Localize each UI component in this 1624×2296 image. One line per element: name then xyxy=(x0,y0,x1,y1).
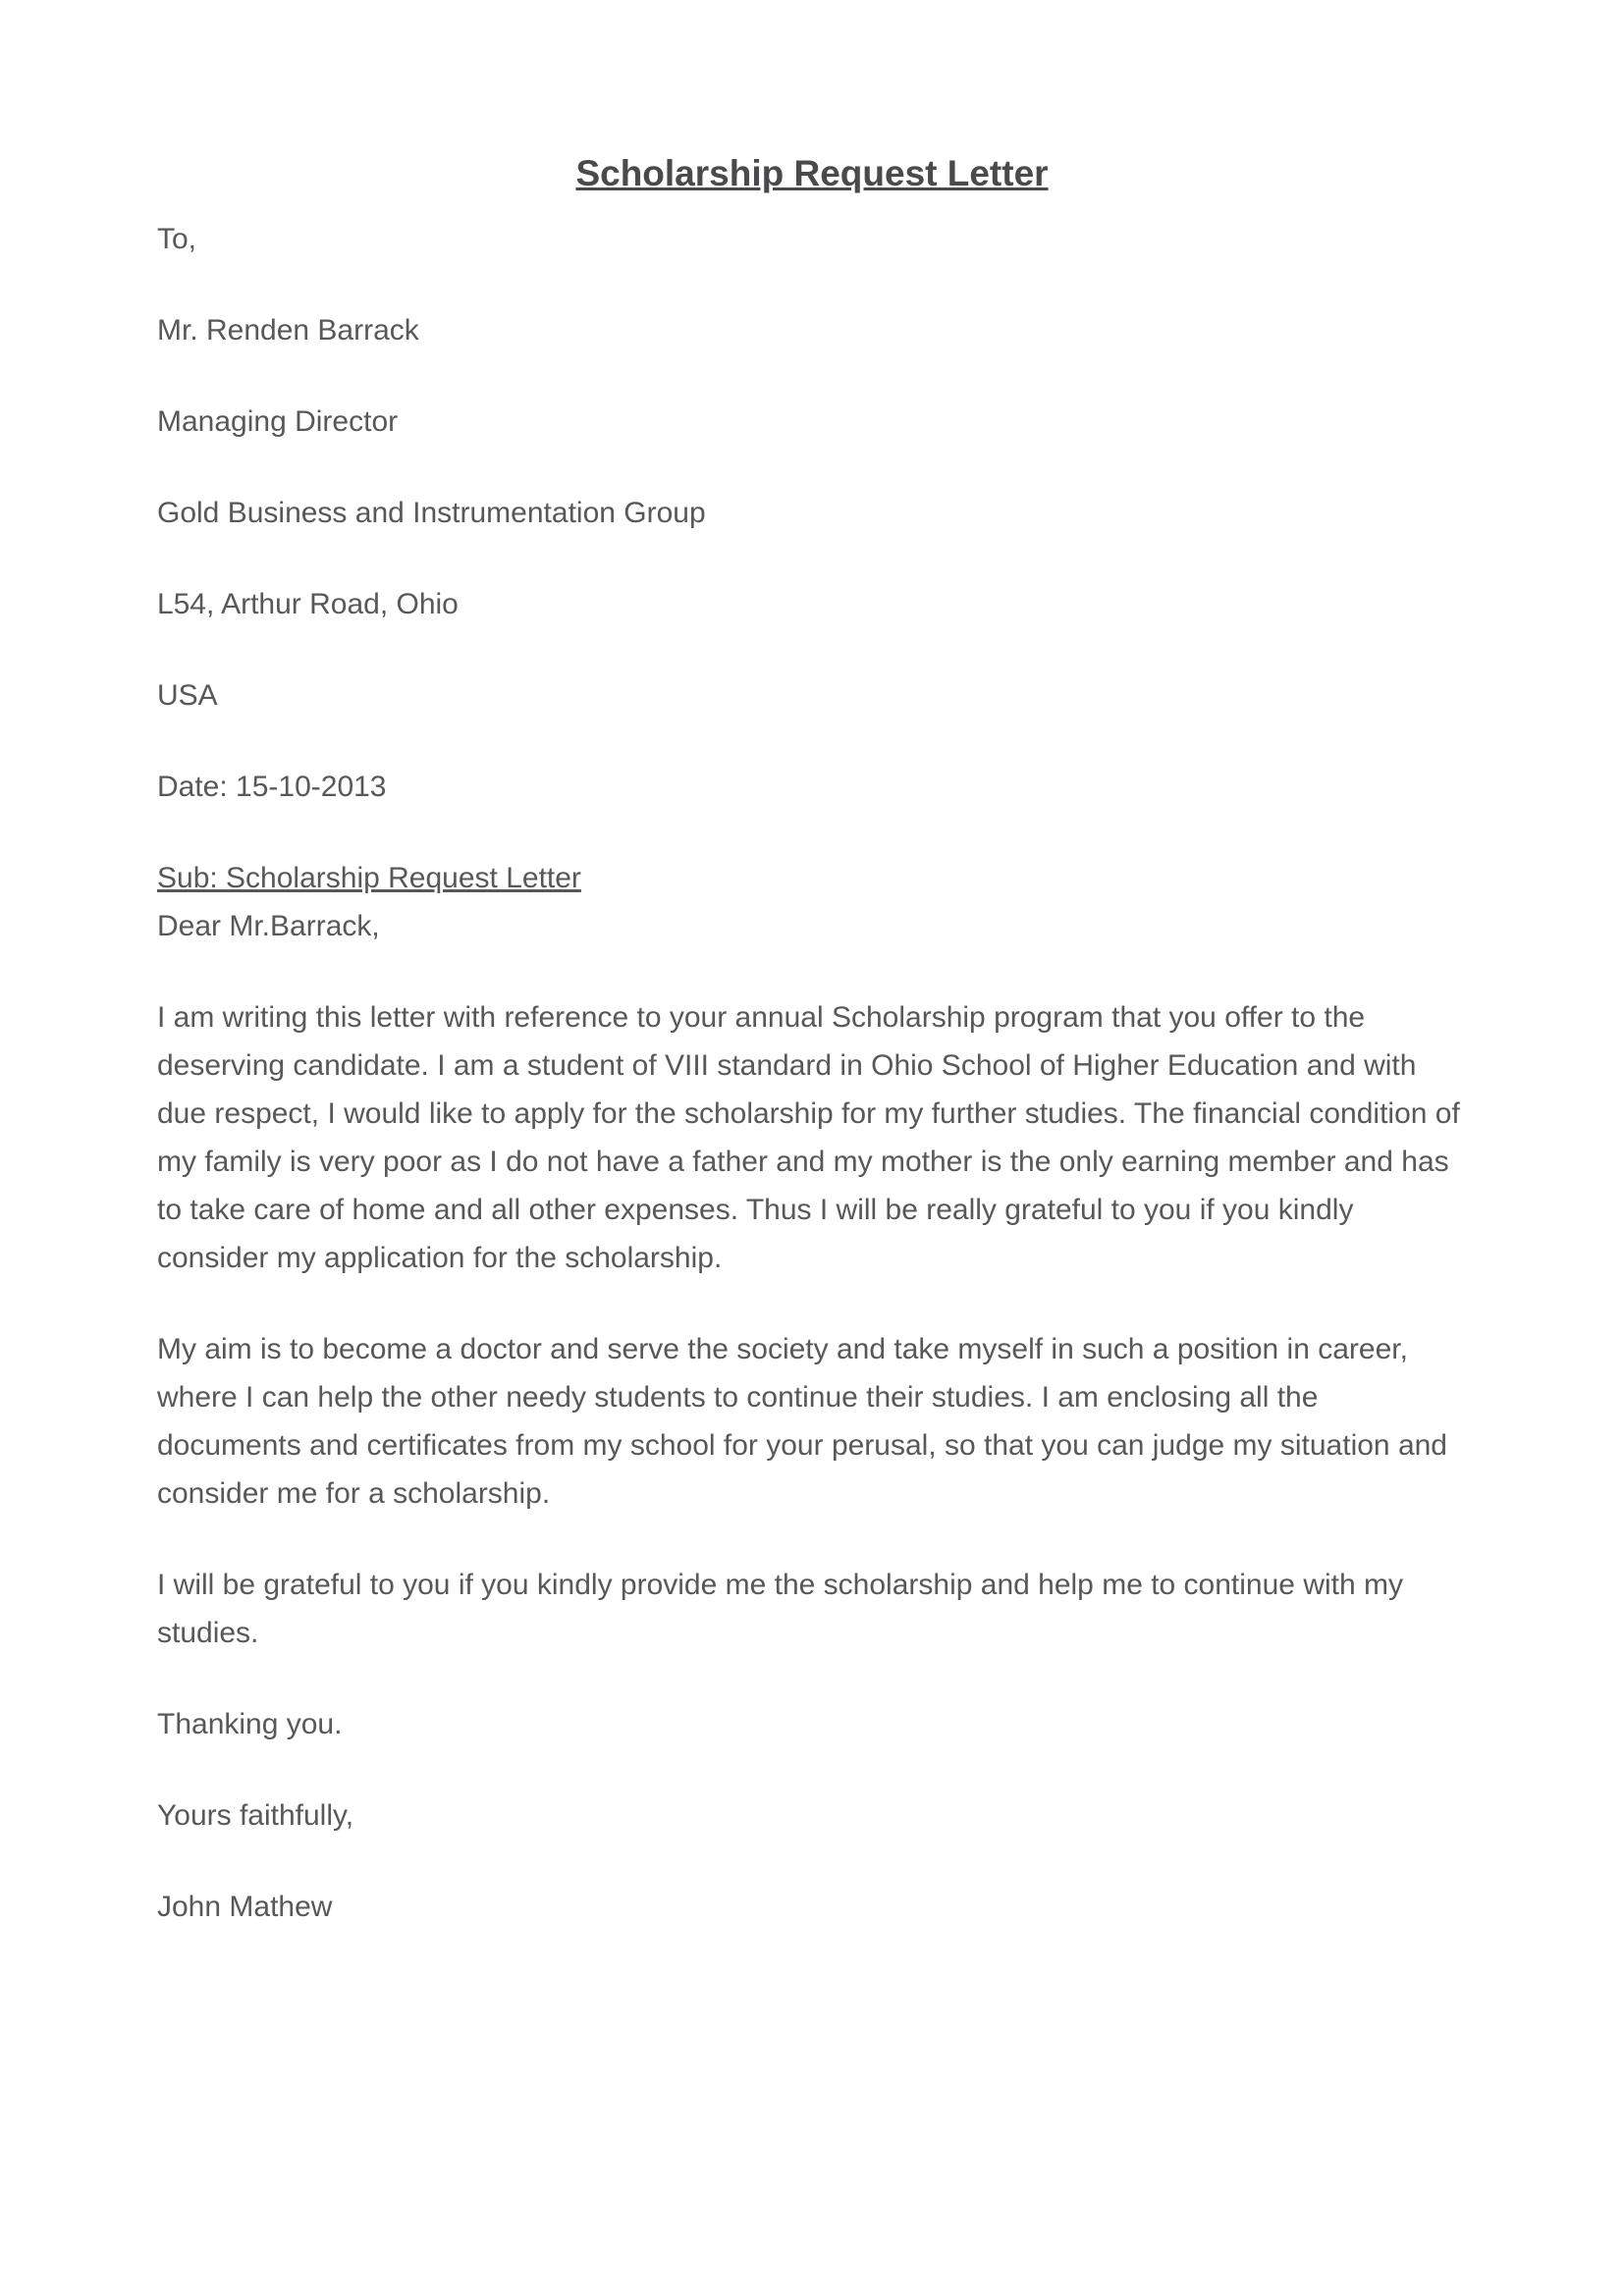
thanking-line: Thanking you. xyxy=(157,1708,343,1740)
recipient-salutation-to: To, xyxy=(157,223,197,255)
recipient-name: Mr. Renden Barrack xyxy=(157,314,419,347)
greeting-line: Dear Mr.Barrack, xyxy=(157,910,380,942)
letter-title: Scholarship Request Letter xyxy=(575,153,1049,193)
body-paragraph-1: I am writing this letter with reference to your annual Scholarship program that you offer to the deserving candidate. I am a student of VIII standard in Ohio School of Higher Education and with due respect, I would like to apply for the scholarship for my further studies. The financial condition of my family is very poor as I do not have a father and my mother is the only earning member and has to take care of home and all other expenses. Thus I will be really grateful to you if you kindly consider my application for the scholarship. xyxy=(157,1001,1460,1274)
body-paragraph-3: I will be grateful to you if you kindly provide me the scholarship and help me to continue with my studies. xyxy=(157,1569,1403,1649)
recipient-designation: Managing Director xyxy=(157,405,399,438)
recipient-address-block xyxy=(157,215,1467,720)
recipient-company: Gold Business and Instrumentation Group xyxy=(157,497,706,529)
subject-line: Sub: Scholarship Request Letter xyxy=(157,862,581,894)
date-line: Date: 15-10-2013 xyxy=(157,771,387,803)
body-paragraph-2: My aim is to become a doctor and serve the society and take myself in such a position in career, where I can help the other needy students to continue their studies. I am enclosing all the documents and certificates from my school for your perusal, so that you can judge my situation and consider me for a scholarship. xyxy=(157,1333,1447,1510)
signature-name: John Mathew xyxy=(157,1891,333,1923)
valediction-line: Yours faithfully, xyxy=(157,1799,354,1832)
recipient-country: USA xyxy=(157,679,218,712)
recipient-street-address: L54, Arthur Road, Ohio xyxy=(157,588,459,620)
